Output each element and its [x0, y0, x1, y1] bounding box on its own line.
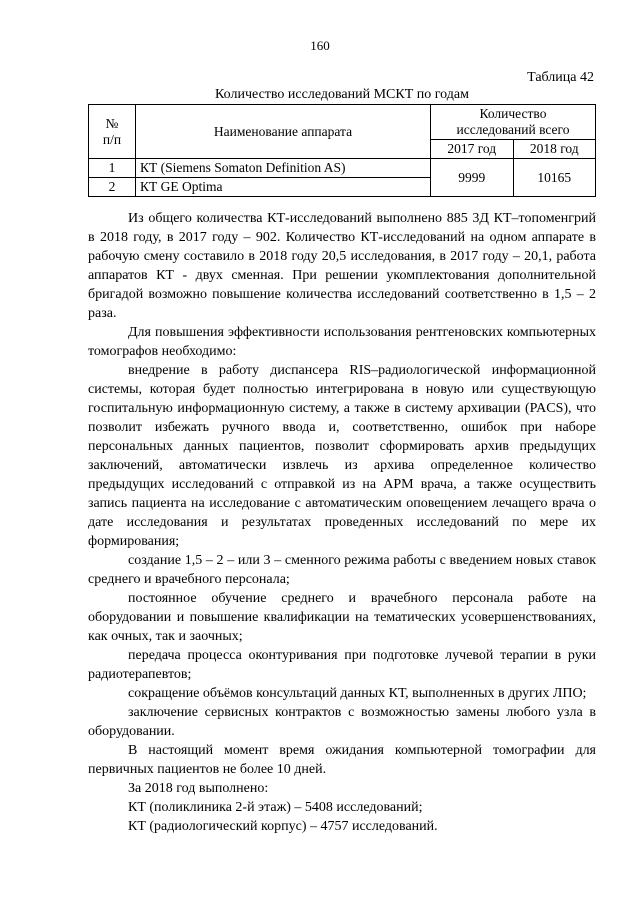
header-count: Количество исследований всего	[431, 105, 596, 140]
value-2017: 9999	[431, 159, 514, 197]
table-header-row	[89, 105, 596, 140]
paragraph: КТ (поликлиника 2-й этаж) – 5408 исследований;	[128, 800, 423, 815]
row-name: КТ GE Optima	[136, 178, 431, 197]
paragraph: Из общего количества КТ-исследований выполнено 885 3Д КТ–топоменгрий в 2018 году, в 2017 году – 902. Количество КТ-исследований на одном аппарате в рабочую смену составило в 2018 году 20,5 исследования, в 2017 году – 20,1, работа аппаратов КТ - двух сменная. При решении укомплектования дополнительной бригадой возможно повышение количества исследований соответственно в 1,5 – 2 раза.	[88, 211, 596, 321]
page-number: 160	[310, 38, 330, 53]
header-name: Наименование аппарата	[136, 105, 431, 159]
row-name: КТ (Siemens Somaton Definition AS)	[136, 159, 431, 178]
body-text	[88, 209, 596, 836]
header-year-2018: 2018 год	[513, 140, 596, 159]
list-item: внедрение в работу диспансера RIS–радиологической информационной системы, которая будет полностью интегрирована в новую или существующую госпитальную информационную систему, а также в систему архивации (PACS), что позволит избежать ручного ввода и, соответственно, ошибок при наборе персональных данных пациентов, позволит сформировать архив предыдущих заключений, автоматически извлечь из архива определенное количество предыдущих исследований с отправкой из на АРМ врача, а также осуществить запись пациента на исследование с автоматическим оповещением лечащего врача о дате исследования и результатах проведенных исследований по мере их формирования;	[88, 363, 596, 549]
row-num: 2	[89, 178, 136, 197]
table-label: Таблица 42	[527, 70, 594, 85]
paragraph: В настоящий момент время ожидания компьютерной томографии для первичных пациентов не более 10 дней.	[88, 743, 596, 777]
value-2018: 10165	[513, 159, 596, 197]
studies-table	[88, 104, 596, 197]
paragraph: Для повышения эффективности использования рентгеновских компьютерных томографов необходимо:	[88, 325, 596, 359]
list-item: передача процесса оконтуривания при подготовке лучевой терапии в руки радиотерапевтов;	[88, 648, 596, 682]
paragraph: За 2018 год выполнено:	[128, 781, 269, 796]
table-title: Количество исследований МСКТ по годам	[215, 87, 469, 102]
list-item: постоянное обучение среднего и врачебного персонала работе на оборудовании и повышение квалификации на тематических усовершенствованиях, как очных, так и заочных;	[88, 591, 596, 644]
list-item: заключение сервисных контрактов с возможностью замены любого узла в оборудовании.	[88, 705, 596, 739]
header-year-2017: 2017 год	[431, 140, 514, 159]
row-num: 1	[89, 159, 136, 178]
list-item: сокращение объёмов консультаций данных КТ, выполненных в других ЛПО;	[128, 686, 587, 701]
list-item: создание 1,5 – 2 – или 3 – сменного режима работы с введением новых ставок среднего и врачебного персонала;	[88, 553, 596, 587]
header-num: № п/п	[89, 105, 136, 159]
paragraph: КТ (радиологический корпус) – 4757 исследований.	[128, 819, 438, 834]
table-row	[89, 159, 596, 178]
